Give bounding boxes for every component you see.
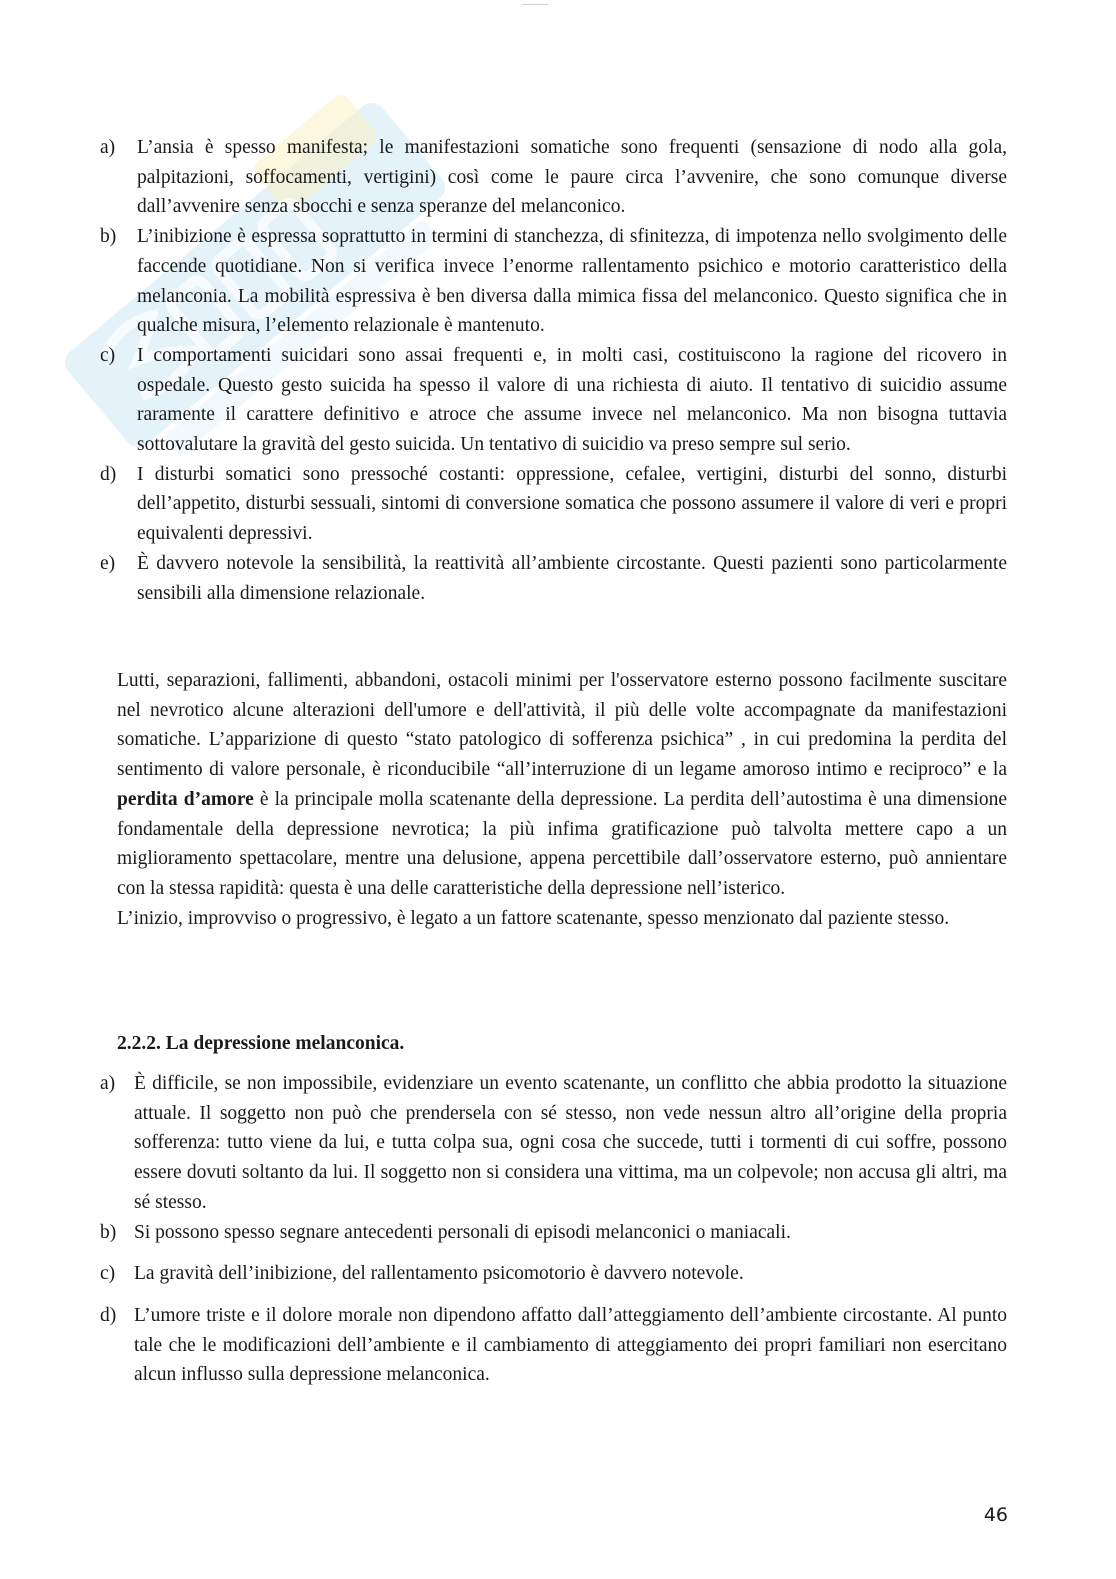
list-item	[100, 1301, 1007, 1390]
list-item-text: È davvero notevole la sensibilità, la reattività all’ambiente circostante. Questi pazienti sono particolarmente sensibili alla dimensione relazionale.	[137, 552, 1007, 604]
paragraph: L’inizio, improvviso o progressivo, è legato a un fattore scatenante, spesso menzionato dal paziente stesso.	[117, 907, 950, 929]
list-marker: a)	[100, 1073, 116, 1094]
list-item-text: Si possono spesso segnare antecedenti personali di episodi melanconici o maniacali.	[134, 1221, 791, 1243]
list-marker: a)	[100, 137, 116, 158]
list-item	[100, 133, 1007, 222]
body-text	[117, 666, 1007, 933]
bold-phrase: perdita d’amore	[117, 788, 254, 810]
list-marker: d)	[100, 1304, 117, 1326]
list-item-text: L’ansia è spesso manifesta; le manifestazioni somatiche sono frequenti (sensazione di nodo alla gola, palpitazioni, soffocamenti, vertigini) così come le paure circa l’avvenire, che sono comunque diverse dall’avvenire senza sbocchi e senza speranze del melanconico.	[137, 137, 1007, 218]
list-marker: b)	[100, 226, 117, 248]
neurotic-depression-list	[100, 133, 1007, 608]
list-item-text: L’inibizione è espressa soprattutto in termini di stanchezza, di sfinitezza, di impotenza nello svolgimento delle faccende quotidiane. Non si verifica invece l’enorme rallentamento psichico e motorio caratteristico della melanconia. La mobilità espressiva è ben diversa dalla mimica fissa del melanconico. Questo significa che in qualche misura, l’elemento relazionale è mantenuto.	[137, 226, 1007, 337]
list-marker: c)	[100, 1263, 116, 1285]
page-number: 46	[983, 1504, 1008, 1526]
list-item	[100, 1218, 1007, 1248]
paragraph-text: Lutti, separazioni, fallimenti, abbandoni, ostacoli minimi per l'osservatore esterno possono facilmente suscitare nel nevrotico alcune alterazioni dell'umore e dell'attività, il più delle volte accompagnate da manifestazioni somatiche. L’apparizione di questo “stato patologico di sofferenza psichica” , in cui predomina la perdita del sentimento di valore personale, è riconducibile “all’interruzione di un legame amoroso intimo e reciproco” e la	[117, 670, 1007, 781]
list-item	[100, 222, 1007, 341]
list-item	[100, 460, 1007, 549]
paragraph-text: è la principale molla scatenante della depressione. La perdita dell’autostima è una dimensione fondamentale della depressione nevrotica; la più infima gratificazione può talvolta mettere capo a un miglioramento spettacolare, mentre una delusione, appena percettibile dall’osservatore esterno, può annientare con la stessa rapidità: questa è una delle caratteristiche della depressione nell’isterico.	[117, 788, 1008, 899]
list-marker: d)	[100, 463, 117, 485]
list-item	[100, 1259, 1007, 1289]
list-item	[100, 1069, 1007, 1218]
paragraph	[117, 666, 1007, 904]
list-item	[100, 341, 1007, 460]
list-item	[100, 549, 1007, 608]
list-item-text: I disturbi somatici sono pressoché costanti: oppressione, cefalee, vertigini, disturbi del sonno, disturbi dell’appetito, disturbi sessuali, sintomi di conversione somatica che possono assumere il valore di veri e propri equivalenti depressivi.	[137, 463, 1007, 545]
page-top-mark	[522, 0, 548, 5]
list-marker: c)	[100, 344, 116, 366]
list-item-text: La gravità dell’inibizione, del rallentamento psicomotorio è davvero notevole.	[134, 1263, 744, 1285]
list-item-text: L’umore triste e il dolore morale non dipendono affatto dall’atteggiamento dell’ambiente circostante. Al punto tale che le modificazioni dell’ambiente e il cambiamento di atteggiamento dei propri familiari non esercitano alcun influsso sulla depressione melanconica.	[134, 1304, 1007, 1386]
list-marker: e)	[100, 552, 116, 574]
list-item-text: È difficile, se non impossibile, evidenziare un evento scatenante, un conflitto che abbia prodotto la situazione attuale. Il soggetto non può che prendersela con sé stesso, non vede nessun altro all’origine della propria sofferenza: tutto viene da lui, e tutta colpa sua, ogni cosa che succede, tutti i tormenti di cui soffre, possono essere dovuti soltanto da lui. Il soggetto non si considera una vittima, ma un colpevole; non accusa gli altri, ma sé stesso.	[134, 1073, 1007, 1213]
melancholic-depression-list	[100, 1069, 1007, 1390]
list-item-text: I comportamenti suicidari sono assai frequenti e, in molti casi, costituiscono la ragione del ricovero in ospedale. Questo gesto suicida ha spesso il valore di una richiesta di aiuto. Il tentativo di suicidio assume raramente il carattere definitivo e atroce che assume invece nel melanconico. Ma non bisogna tuttavia sottovalutare la gravità del gesto suicida. Un tentativo di suicidio va preso sempre sul serio.	[137, 344, 1007, 456]
list-marker: b)	[100, 1221, 117, 1243]
section-heading: 2.2.2. La depressione melanconica.	[117, 1033, 405, 1054]
